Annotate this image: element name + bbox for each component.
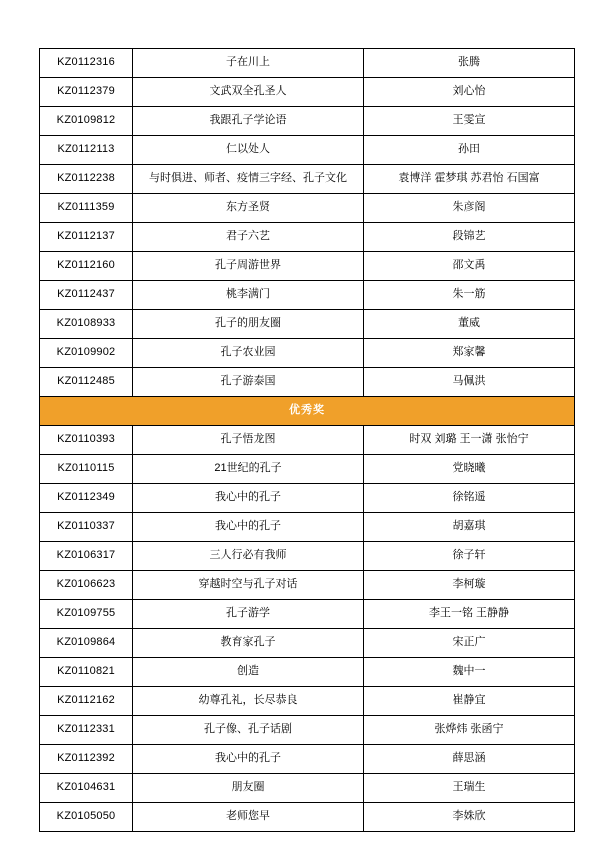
entry-title: 君子六艺 — [133, 223, 364, 252]
award-list-table-container — [39, 48, 561, 832]
table-row — [40, 78, 575, 107]
entry-author: 李王一铭 王静静 — [364, 600, 575, 629]
entry-title: 子在川上 — [133, 49, 364, 78]
entry-author: 时双 刘璐 王一潇 张怡宁 — [364, 426, 575, 455]
entry-title: 我心中的孔子 — [133, 484, 364, 513]
table-row — [40, 107, 575, 136]
entry-title: 朋友圈 — [133, 774, 364, 803]
entry-code: KZ0108933 — [40, 310, 133, 339]
entry-author: 段锦艺 — [364, 223, 575, 252]
entry-code: KZ0109812 — [40, 107, 133, 136]
entry-author: 袁博洋 霍梦琪 苏君怡 石国富 — [364, 165, 575, 194]
entry-title: 我心中的孔子 — [133, 513, 364, 542]
entry-author: 李柯璇 — [364, 571, 575, 600]
entry-title: 老师您早 — [133, 803, 364, 832]
table-row — [40, 136, 575, 165]
entry-title: 21世纪的孔子 — [133, 455, 364, 484]
entry-code: KZ0110821 — [40, 658, 133, 687]
entry-title: 幼尊孔礼，长尽恭良 — [133, 687, 364, 716]
entry-title: 我跟孔子学论语 — [133, 107, 364, 136]
entry-author: 魏中一 — [364, 658, 575, 687]
entry-code: KZ0109755 — [40, 600, 133, 629]
entry-code: KZ0106317 — [40, 542, 133, 571]
table-row — [40, 571, 575, 600]
table-row — [40, 223, 575, 252]
table-row — [40, 310, 575, 339]
table-row — [40, 658, 575, 687]
entry-code: KZ0106623 — [40, 571, 133, 600]
table-row — [40, 339, 575, 368]
award-list-table-body — [40, 49, 575, 832]
entry-author: 朱彦阁 — [364, 194, 575, 223]
section-header-row — [40, 397, 575, 426]
entry-author: 刘心怡 — [364, 78, 575, 107]
table-row — [40, 774, 575, 803]
entry-code: KZ0112331 — [40, 716, 133, 745]
table-row — [40, 165, 575, 194]
entry-author: 王雯宣 — [364, 107, 575, 136]
entry-code: KZ0112238 — [40, 165, 133, 194]
entry-author: 孙田 — [364, 136, 575, 165]
entry-author: 李姝欣 — [364, 803, 575, 832]
entry-title: 东方圣贤 — [133, 194, 364, 223]
entry-title: 孔子像、孔子话剧 — [133, 716, 364, 745]
entry-title: 我心中的孔子 — [133, 745, 364, 774]
entry-title: 孔子悟龙图 — [133, 426, 364, 455]
entry-title: 三人行必有我师 — [133, 542, 364, 571]
section-header-label: 优秀奖 — [40, 397, 575, 426]
table-row — [40, 600, 575, 629]
entry-code: KZ0112162 — [40, 687, 133, 716]
entry-code: KZ0112379 — [40, 78, 133, 107]
table-row — [40, 281, 575, 310]
table-row — [40, 803, 575, 832]
entry-author: 薛思涵 — [364, 745, 575, 774]
entry-author: 马佩洪 — [364, 368, 575, 397]
entry-code: KZ0109864 — [40, 629, 133, 658]
entry-author: 胡嘉琪 — [364, 513, 575, 542]
entry-title: 孔子游学 — [133, 600, 364, 629]
entry-title: 桃李满门 — [133, 281, 364, 310]
table-row — [40, 194, 575, 223]
table-row — [40, 426, 575, 455]
table-row — [40, 49, 575, 78]
entry-author: 王瑞生 — [364, 774, 575, 803]
entry-title: 与时俱进、师者、疫情三字经、孔子文化 — [133, 165, 364, 194]
entry-code: KZ0104631 — [40, 774, 133, 803]
entry-code: KZ0112316 — [40, 49, 133, 78]
entry-title: 教育家孔子 — [133, 629, 364, 658]
table-row — [40, 484, 575, 513]
entry-code: KZ0105050 — [40, 803, 133, 832]
entry-author: 徐子轩 — [364, 542, 575, 571]
table-row — [40, 716, 575, 745]
entry-author: 邵文禹 — [364, 252, 575, 281]
entry-title: 孔子游泰国 — [133, 368, 364, 397]
entry-code: KZ0111359 — [40, 194, 133, 223]
table-row — [40, 745, 575, 774]
entry-code: KZ0112160 — [40, 252, 133, 281]
entry-code: KZ0110115 — [40, 455, 133, 484]
entry-title: 文武双全孔圣人 — [133, 78, 364, 107]
entry-code: KZ0112437 — [40, 281, 133, 310]
table-row — [40, 542, 575, 571]
entry-author: 徐铭遥 — [364, 484, 575, 513]
entry-author: 张烨炜 张函宁 — [364, 716, 575, 745]
entry-title: 穿越时空与孔子对话 — [133, 571, 364, 600]
table-row — [40, 455, 575, 484]
table-row — [40, 629, 575, 658]
entry-author: 张腾 — [364, 49, 575, 78]
entry-code: KZ0112392 — [40, 745, 133, 774]
entry-author: 党晓曦 — [364, 455, 575, 484]
table-row — [40, 368, 575, 397]
entry-title: 仁以处人 — [133, 136, 364, 165]
entry-author: 宋正广 — [364, 629, 575, 658]
entry-code: KZ0112349 — [40, 484, 133, 513]
entry-code: KZ0110393 — [40, 426, 133, 455]
table-row — [40, 252, 575, 281]
entry-title: 孔子的朋友圈 — [133, 310, 364, 339]
entry-code: KZ0112137 — [40, 223, 133, 252]
entry-author: 朱一筋 — [364, 281, 575, 310]
award-list-table — [39, 48, 575, 832]
entry-author: 董威 — [364, 310, 575, 339]
entry-code: KZ0112485 — [40, 368, 133, 397]
entry-code: KZ0112113 — [40, 136, 133, 165]
entry-code: KZ0109902 — [40, 339, 133, 368]
entry-title: 创造 — [133, 658, 364, 687]
table-row — [40, 687, 575, 716]
entry-author: 郑家馨 — [364, 339, 575, 368]
entry-author: 崔静宜 — [364, 687, 575, 716]
table-row — [40, 513, 575, 542]
entry-title: 孔子农业园 — [133, 339, 364, 368]
entry-title: 孔子周游世界 — [133, 252, 364, 281]
entry-code: KZ0110337 — [40, 513, 133, 542]
